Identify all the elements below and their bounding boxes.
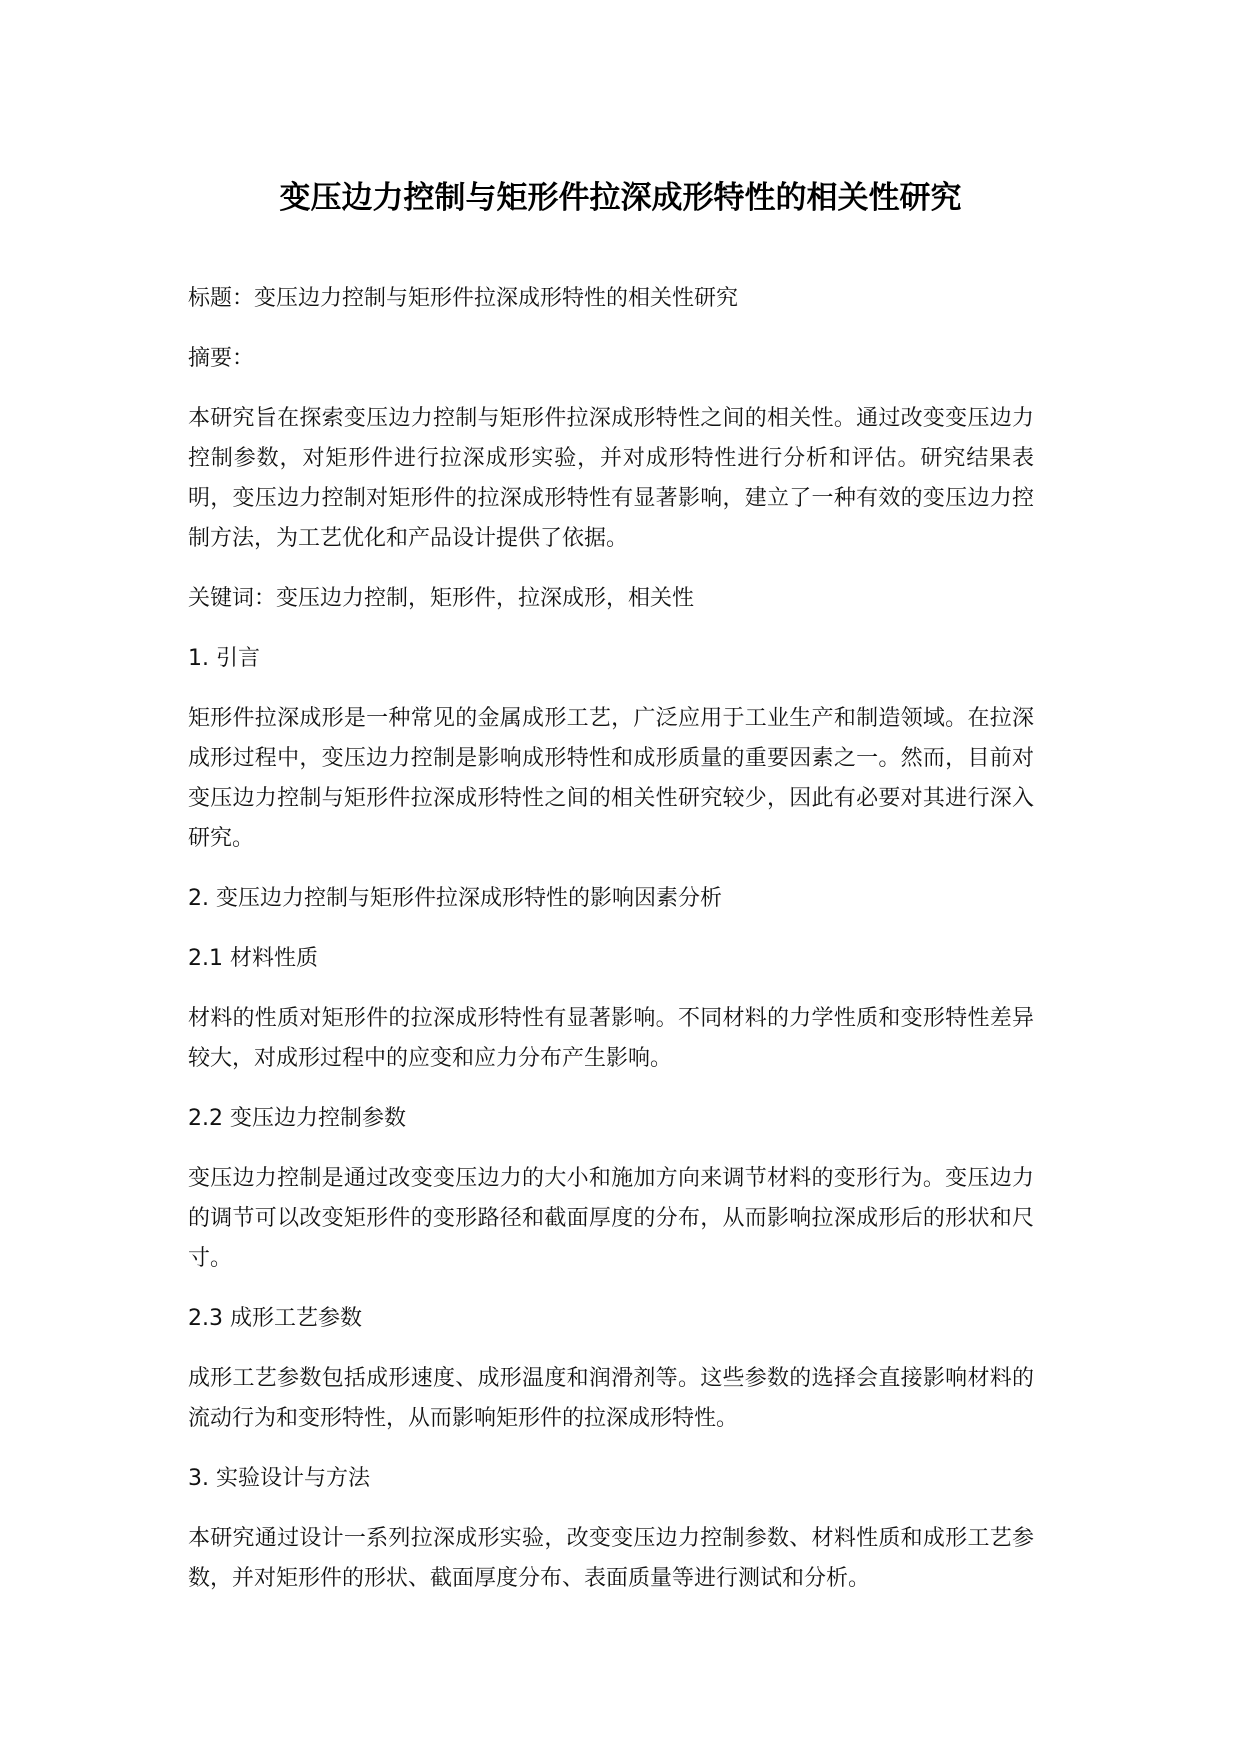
section-3-heading: 3. 实验设计与方法 bbox=[188, 1466, 370, 1491]
document-title: 变压边力控制与矩形件拉深成形特性的相关性研究 bbox=[279, 180, 962, 216]
abstract-label: 摘要： bbox=[188, 346, 255, 371]
section-2-1-text: 材料的性质对矩形件的拉深成形特性有显著影响。不同材料的力学性质和变形特性差异较大，对成形过程中的应变和应力分布产生影响。 bbox=[188, 1006, 1034, 1071]
section-2-3-text: 成形工艺参数包括成形速度、成形温度和润滑剂等。这些参数的选择会直接影响材料的流动行为和变形特性，从而影响矩形件的拉深成形特性。 bbox=[188, 1366, 1034, 1431]
document-body bbox=[188, 279, 1034, 1619]
section-3-text: 本研究通过设计一系列拉深成形实验，改变变压边力控制参数、材料性质和成形工艺参数，并对矩形件的形状、截面厚度分布、表面质量等进行测试和分析。 bbox=[188, 1526, 1034, 1591]
section-2-2-text: 变压边力控制是通过改变变压边力的大小和施加方向来调节材料的变形行为。变压边力的调节可以改变矩形件的变形路径和截面厚度的分布，从而影响拉深成形后的形状和尺寸。 bbox=[188, 1166, 1034, 1271]
section-2-2-heading: 2.2 变压边力控制参数 bbox=[188, 1106, 406, 1131]
section-2-heading: 2. 变压边力控制与矩形件拉深成形特性的影响因素分析 bbox=[188, 886, 722, 911]
title-line: 标题：变压边力控制与矩形件拉深成形特性的相关性研究 bbox=[188, 286, 739, 311]
section-2-1-heading: 2.1 材料性质 bbox=[188, 946, 318, 971]
abstract-text: 本研究旨在探索变压边力控制与矩形件拉深成形特性之间的相关性。通过改变变压边力控制参数，对矩形件进行拉深成形实验，并对成形特性进行分析和评估。研究结果表明，变压边力控制对矩形件的拉深成形特性有显著影响，建立了一种有效的变压边力控制方法，为工艺优化和产品设计提供了依据。 bbox=[188, 406, 1034, 551]
section-2-3-heading: 2.3 成形工艺参数 bbox=[188, 1306, 362, 1331]
section-1-heading: 1. 引言 bbox=[188, 646, 260, 671]
keywords-line: 关键词：变压边力控制，矩形件，拉深成形，相关性 bbox=[188, 586, 695, 611]
section-1-text: 矩形件拉深成形是一种常见的金属成形工艺，广泛应用于工业生产和制造领域。在拉深成形过程中，变压边力控制是影响成形特性和成形质量的重要因素之一。然而，目前对变压边力控制与矩形件拉深成形特性之间的相关性研究较少，因此有必要对其进行深入研究。 bbox=[188, 706, 1034, 851]
